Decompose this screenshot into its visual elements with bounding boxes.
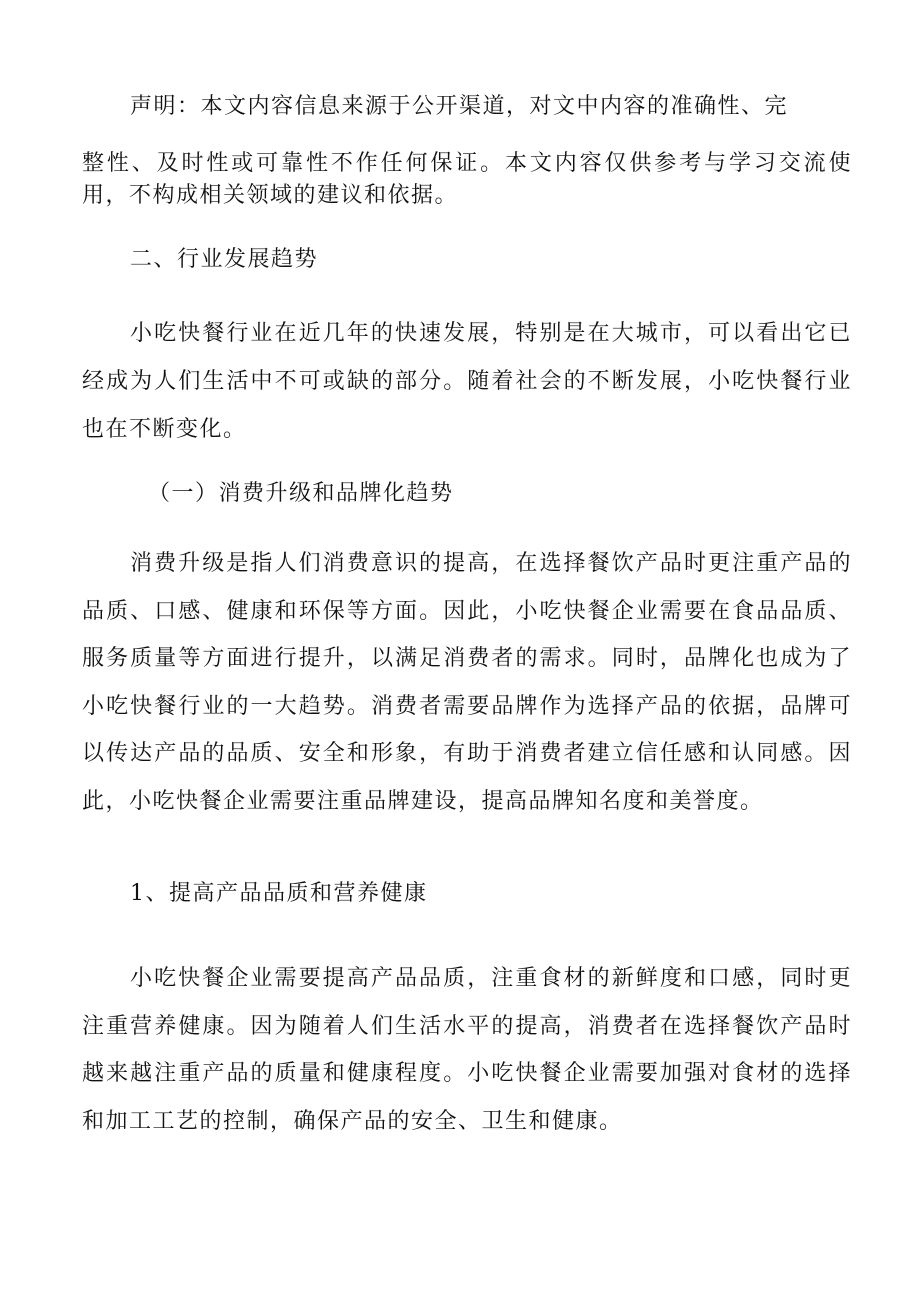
point-paragraph: 小吃快餐企业需要提高产品品质，注重食材的新鲜度和口感，同时更注重营养健康。因为随着人们生活水平的提高，消费者在选择餐饮产品时越来越注重产品的质量和健康程度。小吃快餐企业需要加强对食材的选择和加工工艺的控制，确保产品的安全、卫生和健康。 (82, 966, 852, 1134)
declaration-first-line: 声明：本文内容信息来源于公开渠道，对文中内容的准确性、完 (130, 94, 789, 119)
point-heading: 1、提高产品品质和营养健康 (130, 881, 428, 906)
subsection-heading: （一）消费升级和品牌化趋势 (148, 481, 454, 506)
subsection-paragraph: 消费升级是指人们消费意识的提高，在选择餐饮产品时更注重产品的品质、口感、健康和环保等方面。因此，小吃快餐企业需要在食品品质、服务质量等方面进行提升，以满足消费者的需求。同时，品牌化也成为了小吃快餐行业的一大趋势。消费者需要品牌作为选择产品的依据，品牌可以传达产品的品质、安全和形象，有助于消费者建立信任感和认同感。因此，小吃快餐企业需要注重品牌建设，提高品牌知名度和美誉度。 (82, 551, 852, 814)
declaration-continuation: 整性、及时性或可靠性不作任何保证。本文内容仅供参考与学习交流使用，不构成相关领域的建议和依据。 (82, 151, 852, 208)
section-heading: 二、行业发展趋势 (130, 247, 319, 272)
intro-paragraph: 小吃快餐行业在近几年的快速发展，特别是在大城市，可以看出它已经成为人们生活中不可或缺的部分。随着社会的不断发展，小吃快餐行业也在不断变化。 (82, 321, 852, 442)
